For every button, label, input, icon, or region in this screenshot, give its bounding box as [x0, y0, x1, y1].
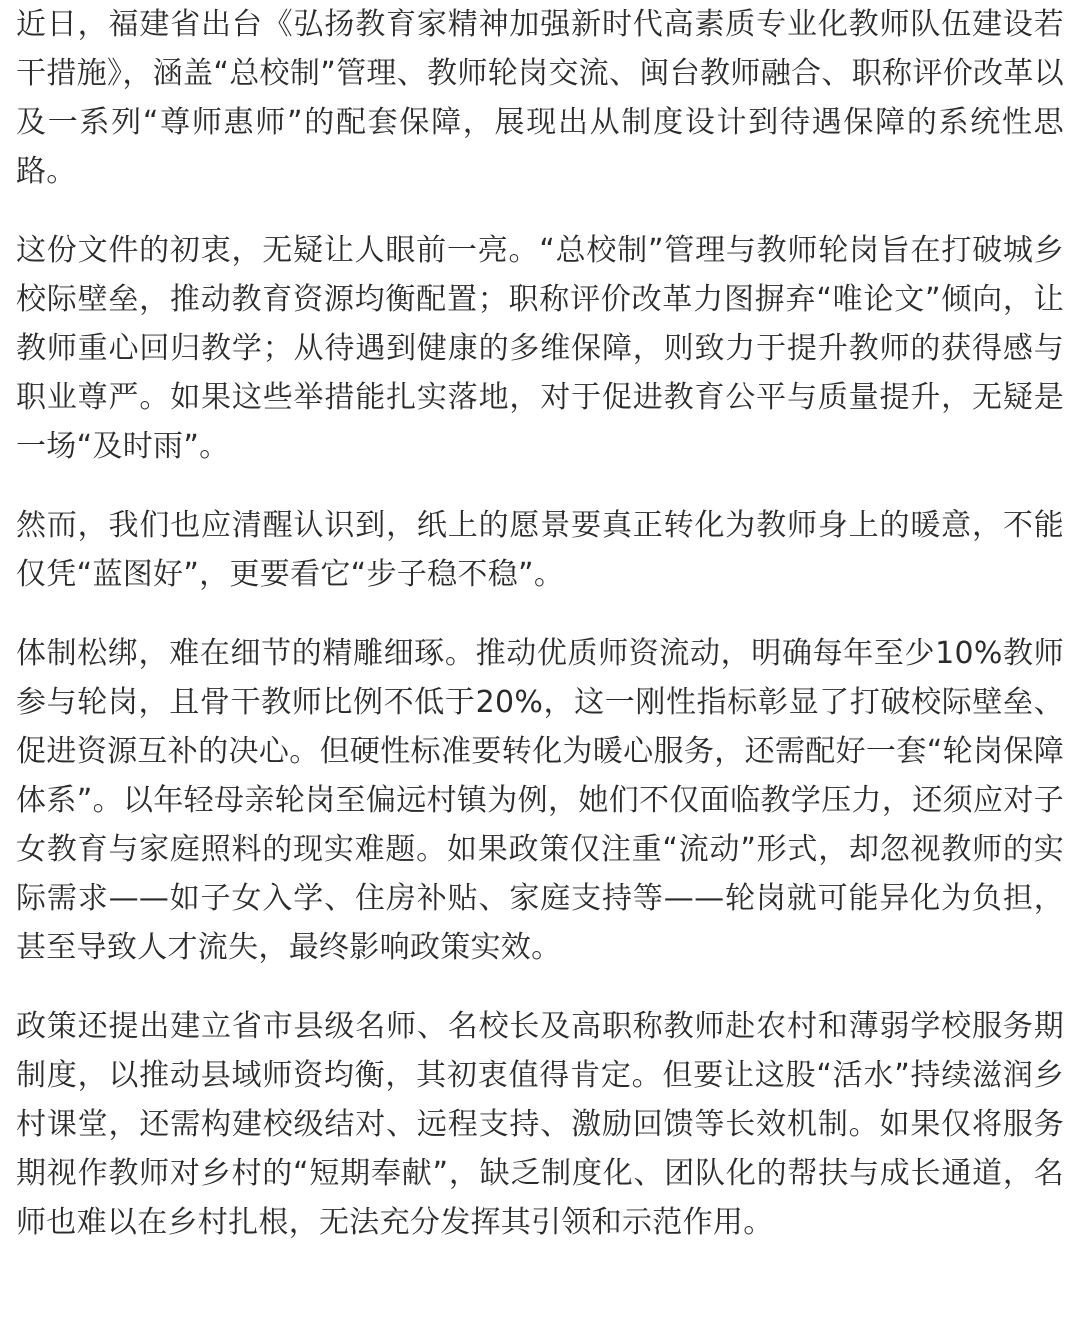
paragraph-4: 体制松绑，难在细节的精雕细琢。推动优质师资流动，明确每年至少10%教师参与轮岗，且骨干教师比例不低于20%，这一刚性指标彰显了打破校际壁垒、促进资源互补的决心。但硬性标准要转化为暖心服务，还需配好一套“轮岗保障体系”。以年轻母亲轮岗至偏远村镇为例，她们不仅面临教学压力，还须应对子女教育与家庭照料的现实难题。如果政策仅注重“流动”形式，却忽视教师的实际需求——如子女入学、住房补贴、家庭支持等——轮岗就可能异化为负担，甚至导致人才流失，最终影响政策实效。 — [16, 636, 1064, 965]
paragraph-3: 然而，我们也应清醒认识到，纸上的愿景要真正转化为教师身上的暖意，不能仅凭“蓝图好”，更要看它“步子稳不稳”。 — [16, 508, 1064, 592]
paragraph-5: 政策还提出建立省市县级名师、名校长及高职称教师赴农村和薄弱学校服务期制度，以推动县域师资均衡，其初衷值得肯定。但要让这股“活水”持续滋润乡村课堂，还需构建校级结对、远程支持、激励回馈等长效机制。如果仅将服务期视作教师对乡村的“短期奉献”，缺乏制度化、团队化的帮扶与成长通道，名师也难以在乡村扎根，无法充分发挥其引领和示范作用。 — [16, 1009, 1064, 1240]
paragraph-1: 近日，福建省出台《弘扬教育家精神加强新时代高素质专业化教师队伍建设若干措施》，涵盖“总校制”管理、教师轮岗交流、闽台教师融合、职称评价改革以及一系列“尊师惠师”的配套保障，展现出从制度设计到待遇保障的系统性思路。 — [16, 7, 1064, 189]
paragraph-2: 这份文件的初衷，无疑让人眼前一亮。“总校制”管理与教师轮岗旨在打破城乡校际壁垒，推动教育资源均衡配置；职称评价改革力图摒弃“唯论文”倾向，让教师重心回归教学；从待遇到健康的多维保障，则致力于提升教师的获得感与职业尊严。如果这些举措能扎实落地，对于促进教育公平与质量提升，无疑是一场“及时雨”。 — [16, 233, 1064, 464]
